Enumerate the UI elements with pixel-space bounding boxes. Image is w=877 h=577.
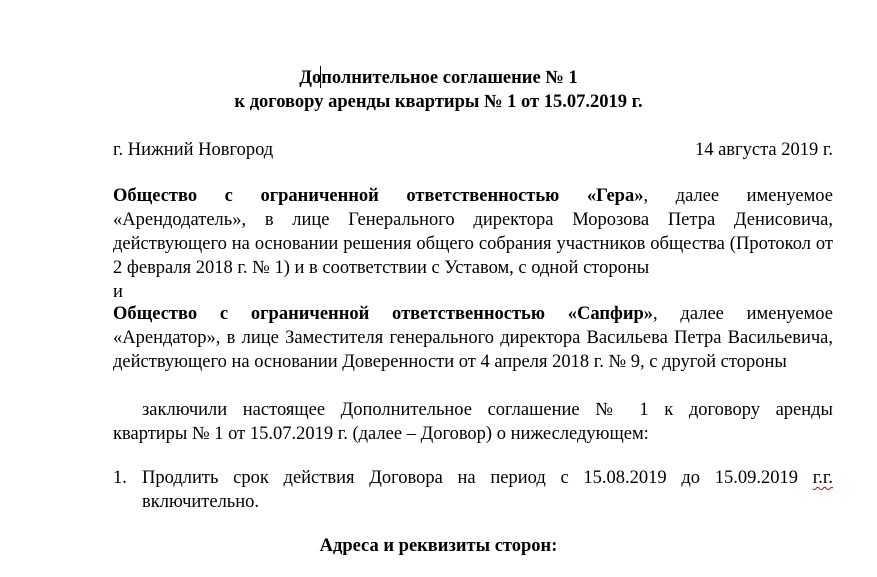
list-item-number: 1. <box>113 468 127 488</box>
party2-name: Общество с ограниченной ответственностью «Сапфир» <box>113 304 654 324</box>
spelling-error-mark[interactable]: г.г. <box>812 468 833 488</box>
and-connector: и <box>113 282 123 302</box>
party1-line3: действующего на основании решения общего собрания участников общества (Протокол от <box>113 234 833 254</box>
party2-line2: «Арендатор», в лице Заместителя генерального директора Васильева Петра Васильевича, <box>113 328 833 348</box>
list-item-line1: Продлить срок действия Договора на период с 15.08.2019 до 15.09.2019 г.г. <box>142 468 833 488</box>
contract-date: 14 августа 2019 г. <box>694 140 833 160</box>
party2-line3: действующего на основании Доверенности от 4 апреля 2018 г. № 9, с другой стороны <box>113 352 787 372</box>
party2-line1: Общество с ограниченной ответственностью «Сапфир», далее именуемое <box>113 304 833 324</box>
section-heading: Адреса и реквизиты сторон: <box>319 536 558 556</box>
party1-name: Общество с ограниченной ответственностью «Гера» <box>113 186 644 206</box>
concluded-line1: заключили настоящее Дополнительное соглашение № 1 к договору аренды <box>142 400 833 420</box>
party1-line1: Общество с ограниченной ответственностью «Гера», далее именуемое <box>113 186 833 206</box>
concluded-line2: квартиры № 1 от 15.07.2019 г. (далее – Договор) о нижеследующем: <box>113 424 649 444</box>
contract-place: г. Нижний Новгород <box>113 140 274 160</box>
party1-line2: «Арендодатель», в лице Генерального директора Морозова Петра Денисовича, <box>113 210 833 230</box>
list-item-line2: включительно. <box>142 492 260 512</box>
party1-line4: 2 февраля 2018 г. № 1) и в соответствии с Уставом, с одной стороны <box>113 258 650 278</box>
document-subtitle: к договору аренды квартиры № 1 от 15.07.2019 г. <box>234 92 643 112</box>
document-title: Дополнительное соглашение № 1 <box>299 68 578 88</box>
